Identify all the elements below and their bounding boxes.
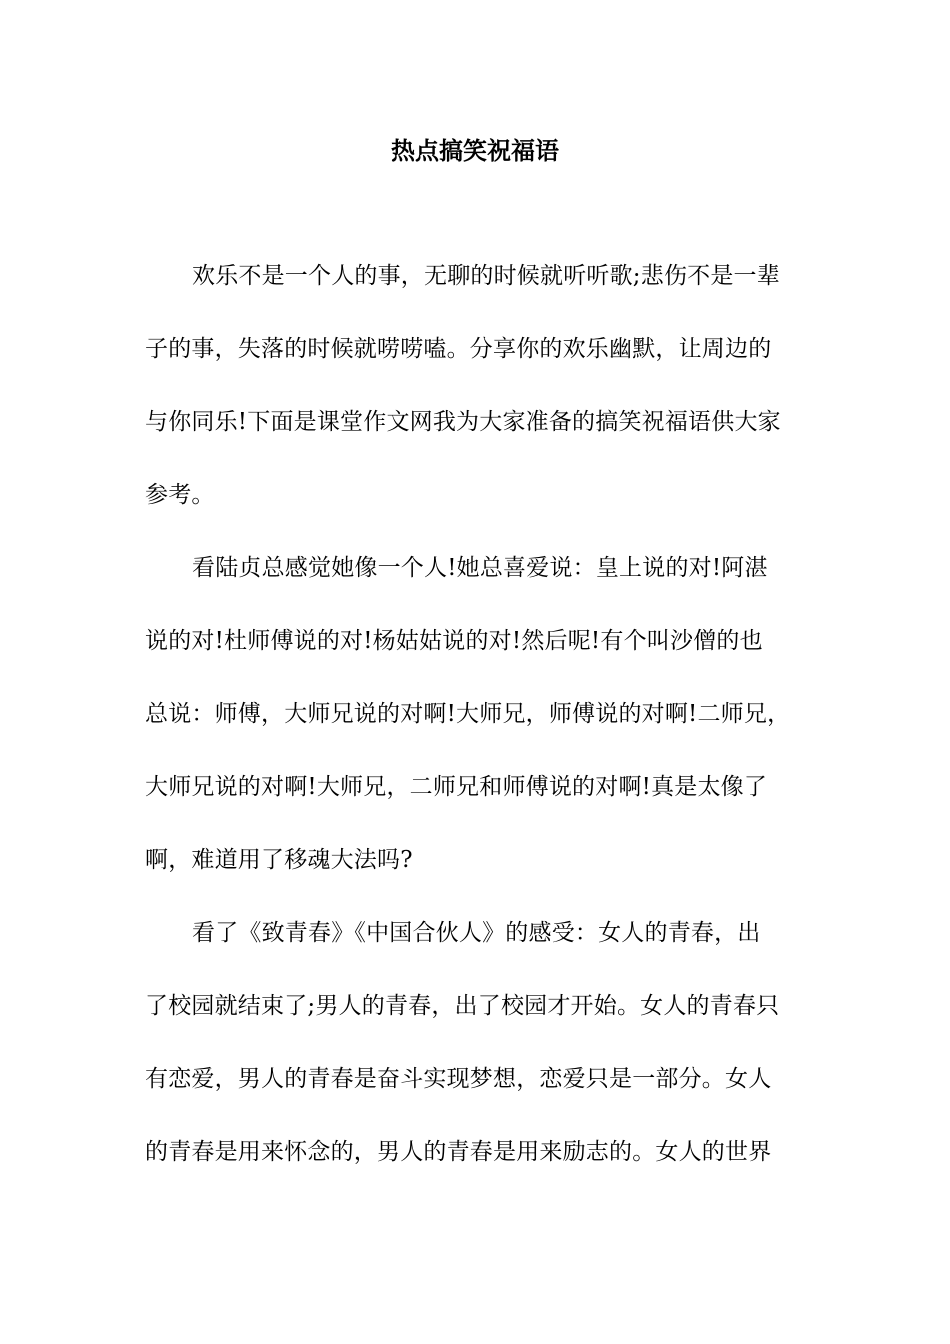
paragraph-2-line-3: 总说：师傅，大师兄说的对啊!大师兄，师傅说的对啊!二师兄， xyxy=(145,701,791,727)
document-body xyxy=(145,254,810,1203)
document-title: 热点搞笑祝福语 xyxy=(391,136,559,165)
paragraph-2-line-1: 看陆贞总感觉她像一个人!她总喜爱说：皇上说的对!阿湛 xyxy=(192,555,768,581)
paragraph-1-line-2: 子的事，失落的时候就唠唠嗑。分享你的欢乐幽默，让周边的 xyxy=(145,336,772,362)
paragraph-1-line-1: 欢乐不是一个人的事，无聊的时候就听听歌;悲伤不是一辈 xyxy=(192,263,780,289)
paragraph-2-line-5: 啊，难道用了移魂大法吗? xyxy=(145,847,413,873)
paragraph-3-line-2: 了校园就结束了;男人的青春，出了校园才开始。女人的青春只 xyxy=(145,993,780,1019)
paragraph-3-line-4: 的青春是用来怀念的，男人的青春是用来励志的。女人的世界 xyxy=(145,1139,772,1165)
paragraph-1-line-4: 参考。 xyxy=(145,482,215,508)
paragraph-1-line-3: 与你同乐!下面是课堂作文网我为大家准备的搞笑祝福语供大家 xyxy=(145,409,781,435)
paragraph-2-line-2: 说的对!杜师傅说的对!杨姑姑说的对!然后呢!有个叫沙僧的也 xyxy=(145,628,763,654)
paragraph-3-line-1: 看了《致青春》《中国合伙人》的感受：女人的青春，出 xyxy=(192,920,761,946)
paragraph-3-line-3: 有恋爱，男人的青春是奋斗实现梦想，恋爱只是一部分。女人 xyxy=(145,1066,772,1092)
paragraph-2-line-4: 大师兄说的对啊!大师兄，二师兄和师傅说的对啊!真是太像了 xyxy=(145,774,768,800)
